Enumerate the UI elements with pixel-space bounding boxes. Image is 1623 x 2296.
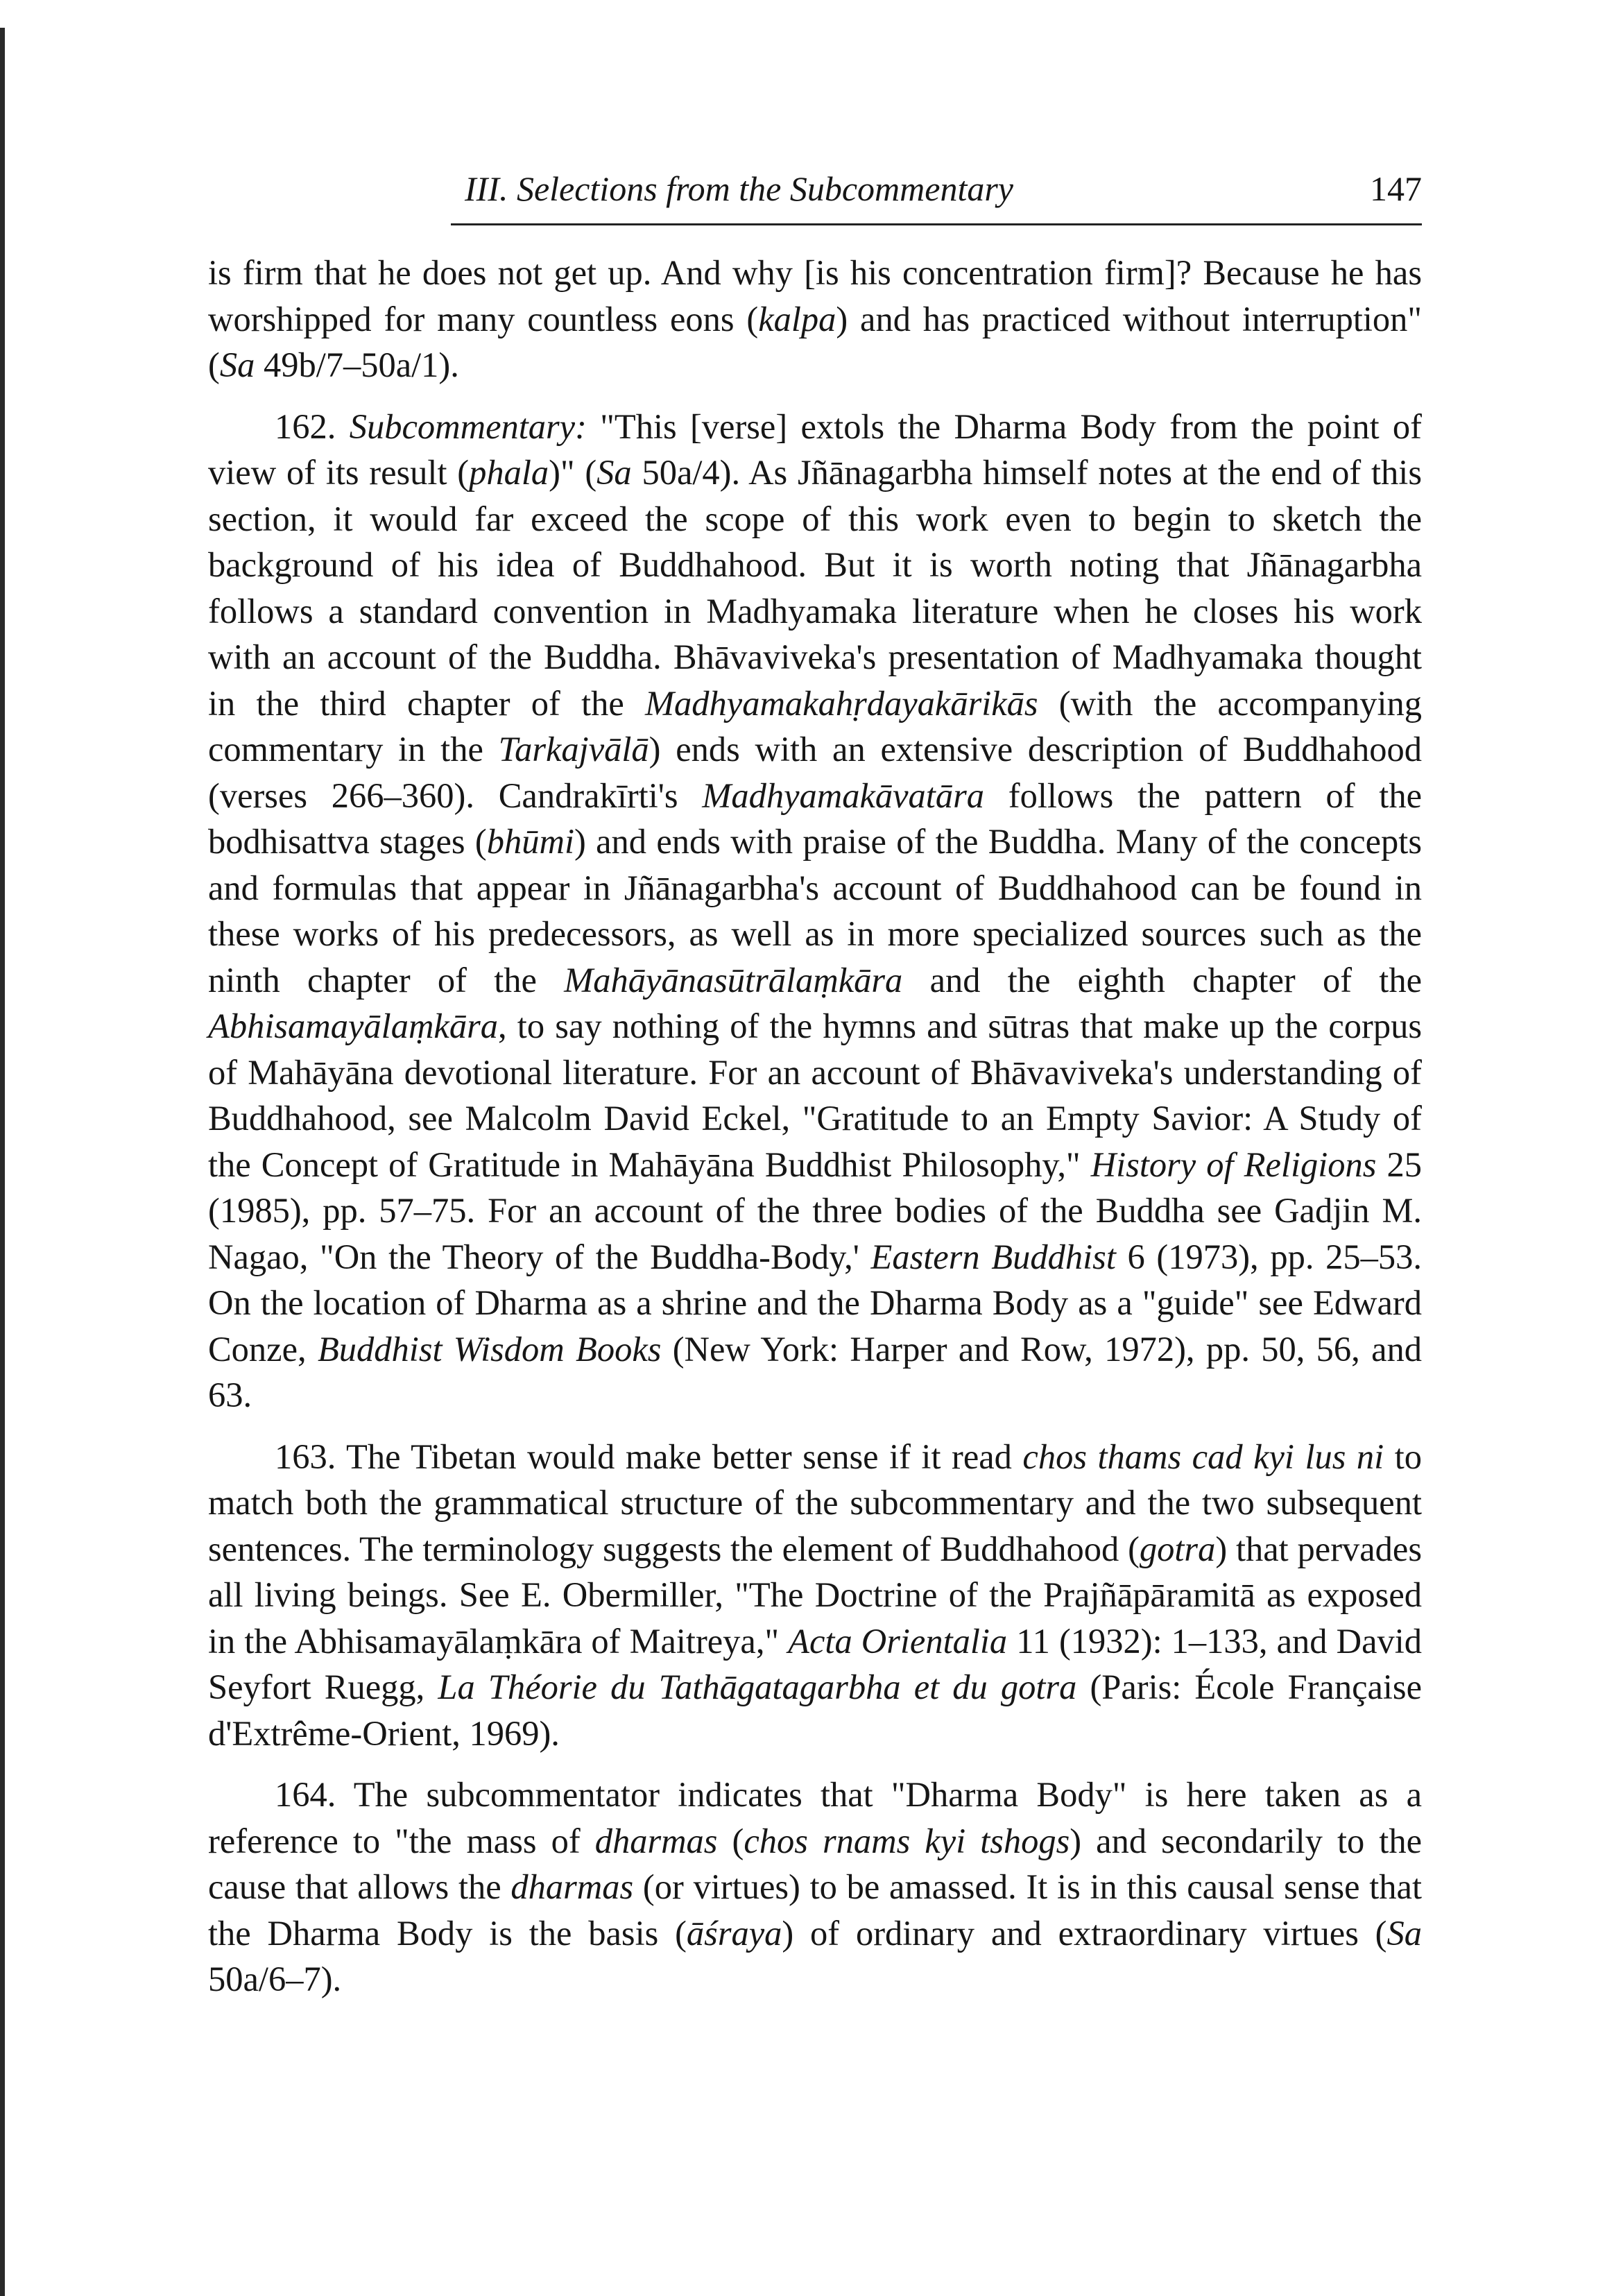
running-header xyxy=(194,161,1422,216)
note-162: 162. Subcommentary: "This [verse] extols the Dharma Body from the point of view of its result (phala)" (Sa 50a/4). As Jñānagarbha himself notes at the end of this section, it would far exceed the scope of this work even to begin to sketch the background of his idea of Buddhahood. But it is worth noting that Jñānagarbha follows a standard convention in Madhyamaka literature when he closes his work with an account of the Buddha. Bhāvaviveka's presentation of Madhyamaka thought in the third chapter of the Madhyamakahṛdayakārikās (with the accompanying commentary in the Tarkajvālā) ends with an extensive description of Buddhahood (verses 266–360). Candrakīrti's Madhyamakāvatāra follows the pattern of the bodhisattva stages (bhūmi) and ends with praise of the Buddha. Many of the concepts and formulas that appear in Jñānagarbha's account of Buddhahood can be found in these works of his predecessors, as well as in more specialized sources such as the ninth chapter of the Mahāyānasūtrālaṃkāra and the eighth chapter of the Abhisamayālaṃkāra, to say nothing of the hymns and sūtras that make up the corpus of Mahāyāna devotional literature. For an account of Bhāvaviveka's understanding of Buddhahood, see Malcolm David Eckel, "Gratitude to an Empty Savior: A Study of the Concept of Gratitude in Mahāyāna Buddhist Philosophy," History of Religions 25 (1985), pp. 57–75. For an account of the three bodies of the Buddha see Gadjin M. Nagao, "On the Theory of the Buddha-Body,' Eastern Buddhist 6 (1973), pp. 25–53. On the location of Dharma as a shrine and the Dharma Body as a "guide" see Edward Conze, Buddhist Wisdom Books (New York: Harper and Row, 1972), pp. 50, 56, and 63. xyxy=(208,406,1423,1414)
page-number: 147 xyxy=(1370,169,1422,208)
note-164: 164. The subcommentator indicates that "Dharma Body" is here taken as a reference to "the mass of dharmas (chos rnams kyi tshogs) and secondarily to the cause that allows the dharmas (or virtues) to be amassed. It is in this causal sense that the Dharma Body is the basis (āśraya) of ordinary and extraordinary virtues (Sa 50a/6–7). xyxy=(208,1775,1422,1998)
note-number: 164. xyxy=(275,1775,354,1814)
page-body xyxy=(208,250,1422,2003)
note-163: 163. The Tibetan would make better sense if it read chos thams cad kyi lus ni to match both the grammatical structure of the subcommentary and the two subsequent sentences. The terminology suggests the element of Buddhahood (gotra) that pervades all living beings. See E. Obermiller, "The Doctrine of the Prajñāpāramitā as exposed in the Abhisamayālaṃkāra of Maitreya," Acta Orientalia 11 (1932): 1–133, and David Seyfort Ruegg, La Théorie du Tathāgatagarbha et du gotra (Paris: École Française d'Extrême-Orient, 1969). xyxy=(208,1437,1423,1753)
continued-paragraph: is firm that he does not get up. And why [is his concentration firm]? Because he has worshipped for many countless eons (kalpa) and has practiced without interruption" (Sa 49b/7–50a/1). xyxy=(208,253,1422,384)
header-rule xyxy=(451,223,1422,225)
running-header-title: III. Selections from the Subcommentary xyxy=(465,169,1013,208)
scan-edge xyxy=(0,28,5,2296)
note-number: 162. xyxy=(275,406,350,446)
note-number: 163. xyxy=(275,1437,346,1476)
